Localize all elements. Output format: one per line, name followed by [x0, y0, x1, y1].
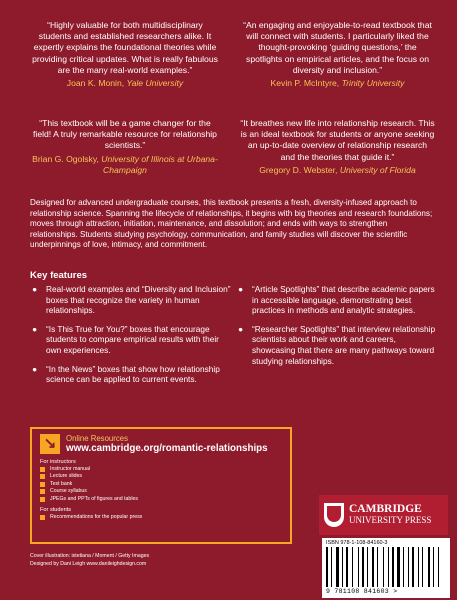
barcode-bar — [349, 547, 351, 587]
barcode-bar — [403, 547, 404, 587]
bullet-icon: ● — [238, 284, 244, 294]
feature-item: ● “Is This True for You?” boxes that encourage students to compare empirical results with their own experiences. — [32, 323, 219, 355]
quote-author: Brian G. Ogolsky, — [32, 153, 99, 164]
barcode-bar — [342, 547, 343, 587]
endorsements — [30, 20, 435, 190]
quote-text: “Highly valuable for both multidisciplinary students and established researchers alike. It expertly explains the foundational theories while providing critical updates. What is really fabulous are the many real-world examples.” — [32, 20, 218, 75]
resources-url[interactable]: www.cambridge.org/romantic-relationships — [66, 443, 268, 454]
barcode-bar — [408, 547, 409, 587]
quote-text: “This textbook will be a game changer for the field! A truly remarkable resource for relationship scientists.” — [33, 118, 217, 151]
barcode-bar — [412, 547, 414, 587]
feature-item: ● Real-world examples and “Diversity and Inclusion” boxes that recognize the variety in human relationships. — [32, 284, 231, 316]
barcode-bar — [401, 547, 402, 587]
feature-item: ● “Researcher Spotlights” that interview relationship scientists about their work and careers, showcasing that there are many pathways toward studying relationships. — [238, 323, 436, 366]
students-label: For students — [40, 507, 72, 514]
arrow-icon — [40, 482, 45, 487]
arrow-icon — [40, 515, 45, 520]
barcode — [322, 538, 450, 598]
bullet-icon: ● — [32, 284, 38, 294]
quote-author: Gregory D. Webster, — [259, 164, 338, 175]
barcode-bar — [367, 547, 368, 587]
barcode-bar — [385, 547, 387, 587]
barcode-bar — [422, 547, 423, 587]
barcode-bar — [428, 547, 430, 587]
barcode-bar — [352, 547, 353, 587]
barcode-bar — [375, 547, 376, 587]
key-features-heading: Key features — [30, 270, 88, 281]
feature-item: ● “In the News” boxes that show how relationship science can be applied to current events. — [32, 363, 220, 385]
arrow-icon — [40, 474, 45, 479]
arrow-icon — [40, 497, 45, 502]
barcode-bars — [326, 547, 446, 587]
barcode-bar — [336, 547, 339, 587]
quote-affiliation: Trinity University — [341, 78, 405, 89]
barcode-bar — [435, 547, 437, 587]
barcode-bar — [433, 547, 434, 587]
bullet-icon: ● — [32, 323, 38, 334]
resource-item: JPEGs and PPTs of figures and tables — [40, 496, 282, 503]
barcode-bar — [346, 547, 348, 587]
book-description: Designed for advanced undergraduate courses, this textbook presents a fresh, diversity-infused approach to relationship science. Spanning the lifecycle of relationships, it begins with big theories and research foundations; moves through attraction, initiation, maintenance, and dissolution; and ends with ways to strengthen relationships. Students studying psychology, communication, and family studies will discover the scientific underpinnings of love, intimacy, and commitment. — [30, 198, 433, 250]
barcode-bar — [418, 547, 419, 587]
barcode-bar — [395, 547, 396, 587]
barcode-bar — [331, 547, 332, 587]
barcode-bar — [329, 547, 330, 587]
resources-title: Online Resources — [66, 434, 128, 443]
online-resources-box — [30, 427, 292, 544]
endorsement-quote — [30, 118, 220, 178]
barcode-bar — [340, 547, 341, 587]
quote-affiliation: Yale University — [126, 78, 184, 89]
barcode-bar — [424, 547, 427, 587]
arrow-icon — [40, 467, 45, 472]
endorsement-quote — [240, 118, 435, 178]
barcode-bar — [431, 547, 432, 587]
publisher-name: CAMBRIDGE — [349, 503, 422, 515]
barcode-bar — [326, 547, 328, 587]
quote-affiliation: University of Florida — [339, 164, 416, 175]
publisher-logo — [319, 495, 448, 535]
instructors-label: For instructors — [40, 459, 76, 465]
barcode-bar — [388, 547, 389, 587]
barcode-bar — [360, 547, 361, 587]
barcode-bar — [333, 547, 335, 587]
cover-credit: Cover illustration: istetiana / Moment / Getty Images — [30, 553, 150, 559]
barcode-bar — [358, 547, 359, 587]
endorsement-quote — [30, 20, 220, 91]
barcode-bar — [344, 547, 345, 587]
resource-item: Instructor manual — [40, 466, 282, 473]
bullet-icon: ● — [32, 363, 38, 374]
barcode-bar — [383, 547, 384, 587]
key-features-left — [32, 284, 232, 393]
resource-item: Course syllabus — [40, 488, 282, 495]
barcode-bar — [420, 547, 421, 587]
barcode-bar — [379, 547, 382, 587]
quote-author: Joan K. Monin, — [66, 78, 125, 89]
arrow-icon — [40, 489, 45, 494]
quote-affiliation: University of Illinois at Urbana-Champaign — [101, 153, 218, 175]
resource-item: Lecture slides — [40, 473, 282, 480]
publisher-subname: UNIVERSITY PRESS — [349, 515, 432, 525]
barcode-bar — [372, 547, 374, 587]
barcode-bar — [362, 547, 364, 587]
barcode-bar — [440, 547, 442, 587]
barcode-bar — [365, 547, 366, 587]
resource-item: Test bank — [40, 481, 282, 488]
bullet-icon: ● — [238, 323, 244, 334]
barcode-number: 9 781108 841603 > — [326, 588, 398, 595]
barcode-bar — [390, 547, 391, 587]
isbn: ISBN 978-1-108-84160-3 — [326, 540, 388, 546]
resource-item: Recommendations for the popular press — [40, 514, 282, 521]
key-features-right — [238, 284, 438, 374]
crest-icon — [324, 503, 344, 527]
quote-text: “It breathes new life into relationship research. This is an ideal textbook for students or anyone seeking an up-to-date overview of relationship research and the theories that guide it.” — [240, 118, 435, 162]
credits — [30, 552, 149, 569]
feature-item: ● “Article Spotlights” that describe academic papers in accessible language, demonstrating best practices in methods and analytic strategies. — [238, 284, 435, 316]
barcode-bar — [410, 547, 411, 587]
barcode-bar — [438, 547, 439, 587]
arrow-icon: ↘ — [40, 434, 60, 454]
barcode-bar — [415, 547, 417, 587]
endorsement-quote — [240, 20, 435, 91]
barcode-bar — [397, 547, 400, 587]
quote-text: “An engaging and enjoyable-to-read textbook that will connect with students. I particularly liked the thought-provoking ‘guiding questions,’ the spotlights on empirical articles, and the focus on diversity and inclusion.” — [243, 20, 432, 75]
design-credit: Designed by Dani Leigh www.danileighdesign.com — [30, 561, 147, 568]
barcode-bar — [369, 547, 371, 587]
barcode-bar — [405, 547, 407, 587]
barcode-bar — [392, 547, 394, 587]
barcode-bar — [377, 547, 378, 587]
barcode-bar — [354, 547, 357, 587]
quote-author: Kevin P. McIntyre, — [270, 78, 340, 89]
